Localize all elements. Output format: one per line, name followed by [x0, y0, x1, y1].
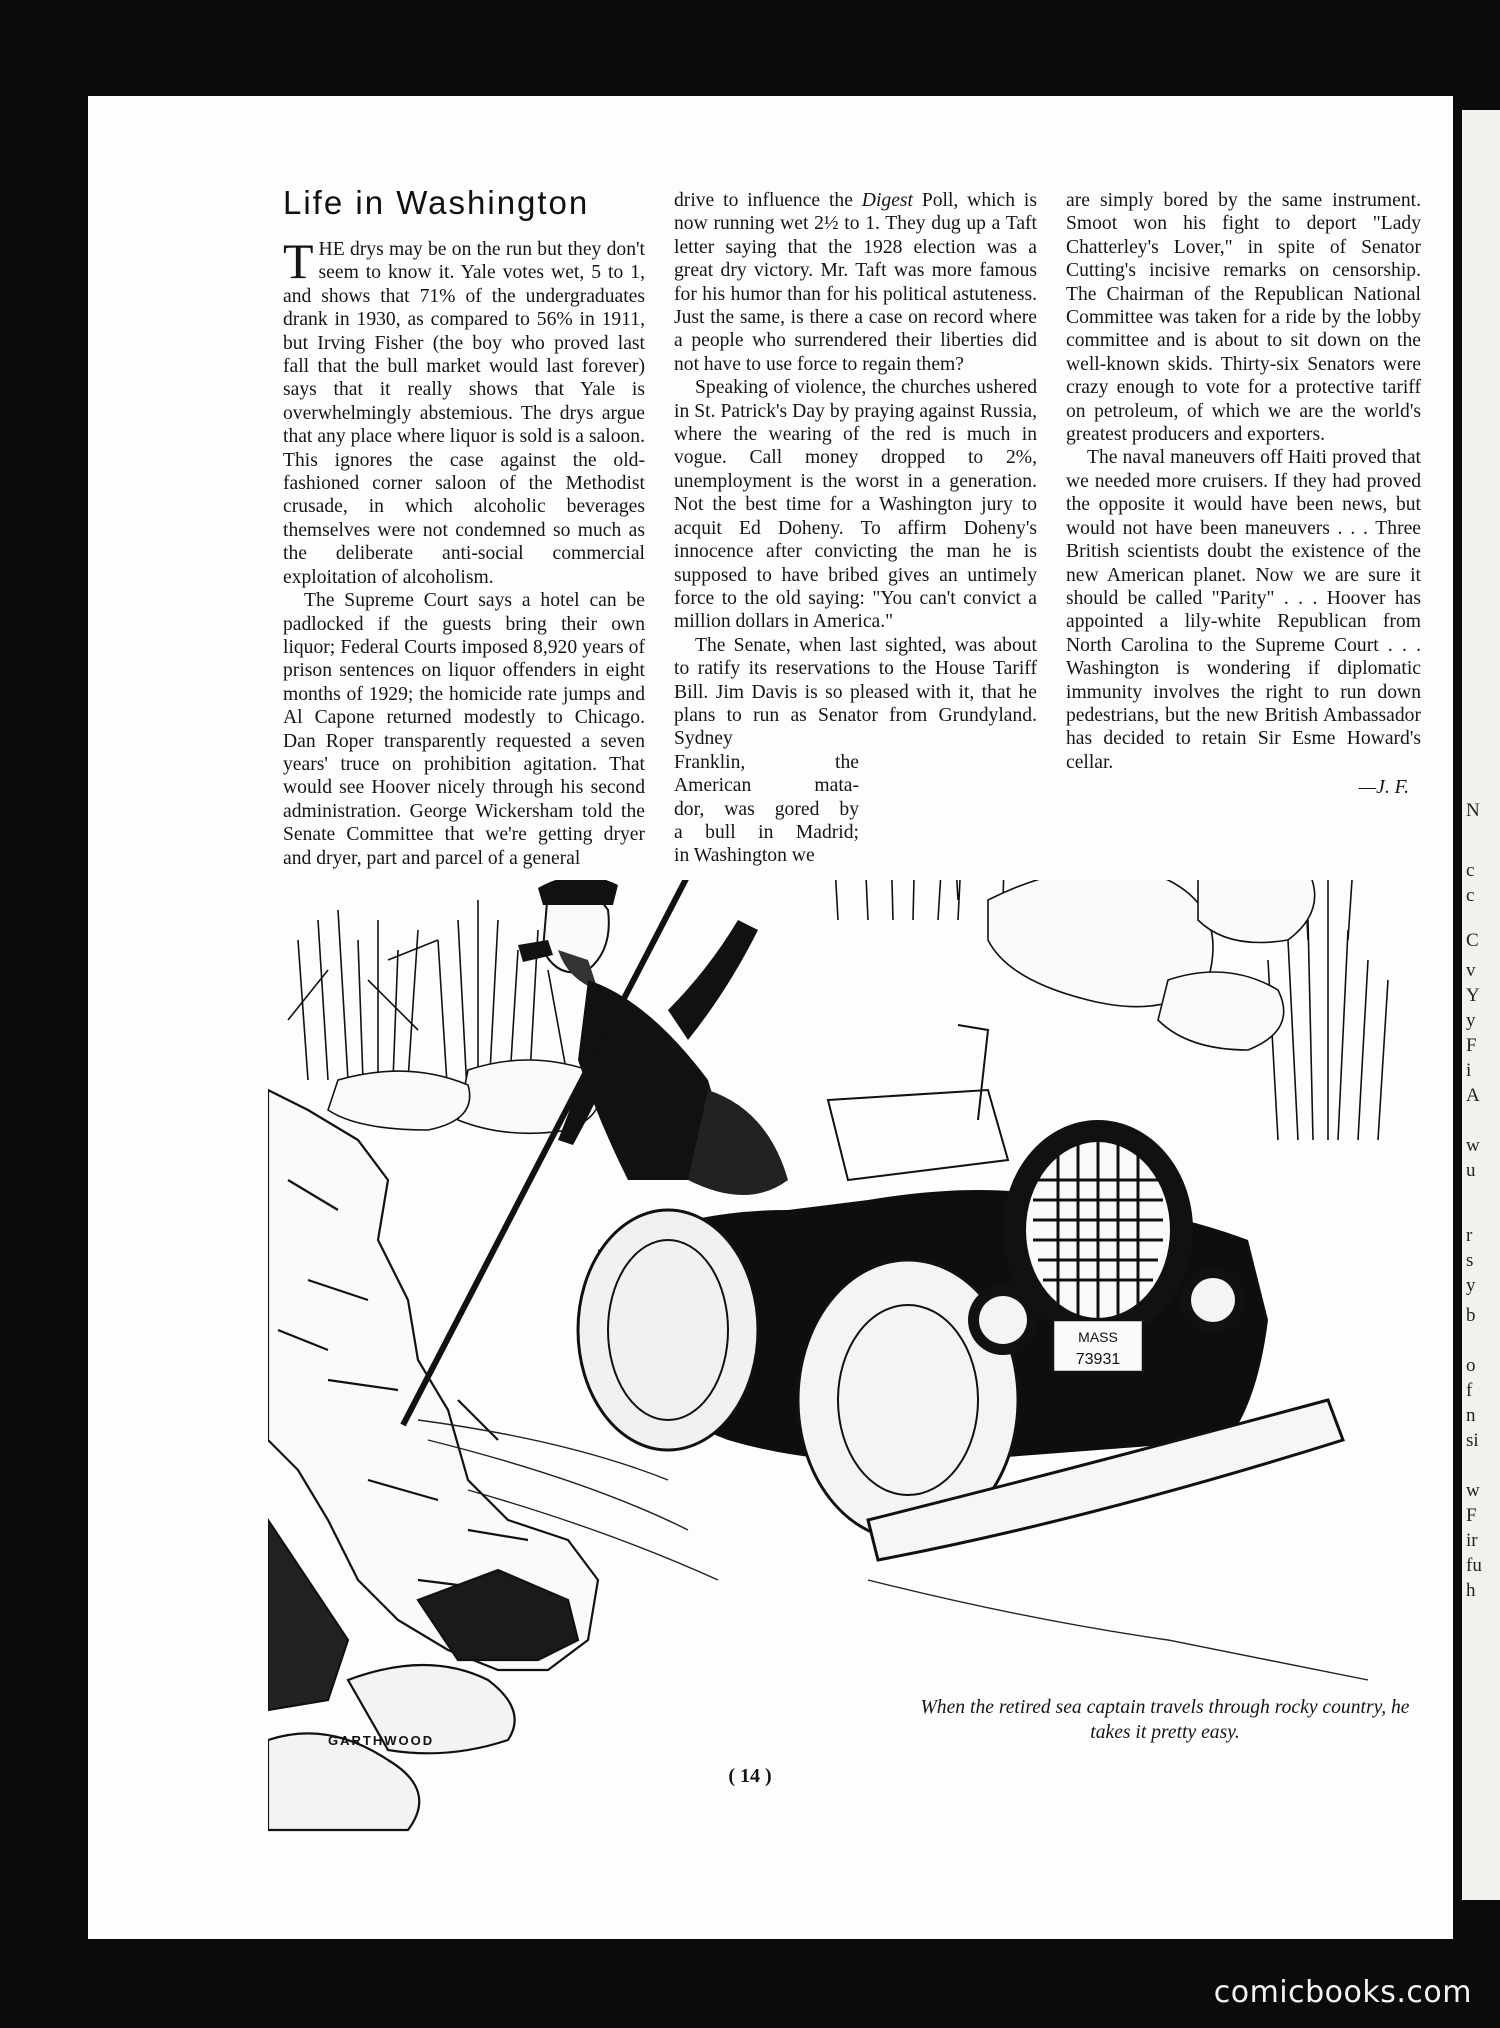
adjacent-page-letter: ir	[1466, 1530, 1478, 1551]
illustration-caption: When the retired sea captain travels through rocky country, he takes it pretty easy.	[920, 1697, 1410, 1743]
adjacent-page-letter: fu	[1466, 1555, 1482, 1576]
paragraph-narrow-line: dor, was gored by	[674, 798, 859, 820]
author-signature: —J. F.	[1358, 777, 1409, 799]
adjacent-page-letter: y	[1466, 1275, 1476, 1296]
article-column-2	[674, 189, 1037, 868]
adjacent-page-letter: c	[1466, 860, 1475, 881]
adjacent-page-letter: N	[1466, 800, 1480, 821]
adjacent-page-letter: s	[1466, 1250, 1474, 1271]
adjacent-page-letter: u	[1466, 1160, 1476, 1181]
adjacent-page-letter: w	[1466, 1135, 1480, 1156]
paragraph: are simply bored by the same instrument. Smoot won his fight to deport "Lady Chatterley's Lover," in spite of Senator Cutting's incisive remarks on censorship. The Chairman of the Republican National Committee was taken for a ride by the lobby committee and is about to sit down on the well-known skids. Thirty-six Senators were crazy enough to vote for a protective tariff on petroleum, of which we are the world's greatest producers and exporters.	[1066, 190, 1421, 446]
adjacent-page-letter: b	[1466, 1305, 1476, 1326]
paragraph-narrow-line: a bull in Madrid;	[674, 821, 859, 843]
paragraph	[674, 189, 1037, 376]
adjacent-page-letter: f	[1466, 1380, 1473, 1401]
rocks-drawing	[268, 1090, 598, 1830]
adjacent-page-letter: y	[1466, 1010, 1476, 1031]
article-column-1	[283, 233, 645, 870]
paragraph-text: drive to influence the	[674, 190, 862, 211]
adjacent-page-letter: w	[1466, 1480, 1480, 1501]
adjacent-page-letter: C	[1466, 930, 1479, 951]
article-title: Life in Washington	[283, 184, 590, 221]
drop-cap: T	[283, 233, 314, 289]
paragraph-narrow-line: Franklin, the	[674, 751, 859, 773]
adjacent-page-letter: n	[1466, 1405, 1476, 1426]
paragraph-text: HE drys may be on the run but they don't seem to know it. Yale votes wet, 5 to 1, and shows that 71% of the undergraduates drank in 1930, as compared to 56% in 1911, but Irving Fisher (the boy who proved last fall that the bull market would last forever) says that it really shows that Yale is overwhelmingly abstemious. The drys argue that any place where liquor is sold is a saloon. This ignores the case against the old-fashioned corner saloon of the Methodist crusade, in which alcoholic beverages themselves were not condemned so much as the deliberate anti-social commercial exploitation of alcoholism.	[283, 239, 645, 588]
adjacent-page-letter: v	[1466, 960, 1476, 981]
adjacent-page-letter: i	[1466, 1060, 1472, 1081]
adjacent-page-letter: o	[1466, 1355, 1476, 1376]
artist-signature: GARTHWOOD	[328, 1733, 435, 1748]
adjacent-page-letter: F	[1466, 1505, 1477, 1526]
page-number: ( 14 )	[728, 1765, 772, 1787]
adjacent-page-letter: h	[1466, 1580, 1476, 1601]
adjacent-page-edge	[1462, 110, 1500, 1900]
license-plate-number: 73931	[1075, 1351, 1121, 1368]
paragraph: The naval maneuvers off Haiti proved that we needed more cruisers. If they had proved the opposite it would have been news, but would not have been maneuvers . . . Three British scientists doubt the existence of the new American planet. Now we are sure it should be called "Parity" . . . Hoover has appointed a lily-white Republican from North Carolina to the Supreme Court . . . Washington is wondering if diplomatic immunity involves the right to run down pedestrians, but the new British Ambassador has decided to retain Sir Esme Howard's cellar.	[1066, 447, 1421, 773]
paragraph	[283, 233, 645, 589]
article-column-3	[1066, 189, 1421, 800]
shrubs-drawing	[288, 880, 1388, 1140]
adjacent-page-letter: A	[1466, 1085, 1480, 1106]
adjacent-page-letter: F	[1466, 1035, 1477, 1056]
adjacent-page-letter: r	[1466, 1225, 1473, 1246]
adjacent-page-letter: si	[1466, 1430, 1479, 1451]
paragraph-text: Poll, which is now running wet 2½ to 1. They dug up a Taft letter saying that the 1928 election was a great dry victory. Mr. Taft was more famous for his humor than for his political astuteness. Just the same, is there a case on record where a people who surrendered their liberties did not have to use force to regain them?	[674, 190, 1037, 375]
paragraph: The Senate, when last sighted, was about to ratify its reservations to the House Tariff Bill. Jim Davis is so pleased with it, that he plans to run as Senator from Grundyland. Sydney	[674, 634, 1037, 750]
paragraph-narrow-line: American mata-	[674, 775, 859, 797]
paragraph-narrow-line: in Washington we	[674, 845, 815, 867]
adjacent-page-letter: c	[1466, 885, 1475, 906]
italic-text: Digest	[861, 190, 913, 211]
license-plate-state: MASS	[1078, 1329, 1118, 1345]
paragraph: The Supreme Court says a hotel can be padlocked if the guests bring their own liquor; Federal Courts imposed 8,920 years of prison sentences on liquor offenders in eight months of 1929; the homicide rate jumps and Al Capone returned modestly to Chicago. Dan Roper transparently requested a seven years' truce on prohibition agitation. That would see Hoover nicely through his second administration. George Wickersham told the Senate Committee that we're getting dryer and dryer, part and parcel of a general	[283, 590, 645, 869]
site-watermark: comicbooks.com	[1213, 1975, 1472, 2010]
paragraph: Speaking of violence, the churches ushered in St. Patrick's Day by praying against Russia, where the wearing of the red is much in vogue. Call money dropped to 2%, unemployment is the worst in a generation. Not the best time for a Washington jury to acquit Ed Doheny. To affirm Doheny's innocence after convicting the man he is supposed to have bribed gives an untimely force to the old saying: "You can't convict a million dollars in America."	[674, 377, 1037, 633]
adjacent-page-letter: Y	[1466, 985, 1480, 1006]
